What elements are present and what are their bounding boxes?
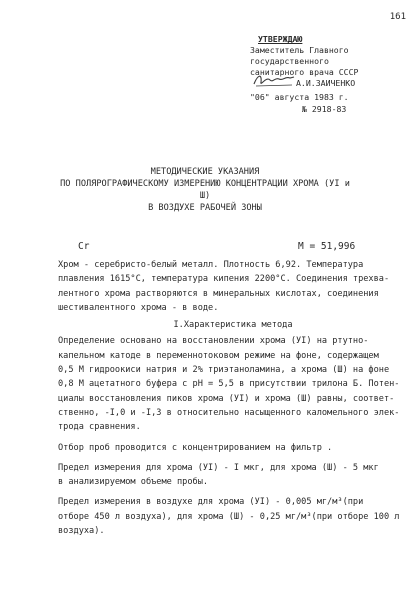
registration-number: № 2918-83 (302, 104, 347, 114)
method-line: 0,8 М ацетатного буфера с рН = 5,5 в присутствии трилона Б. Потен- (58, 379, 400, 390)
molar-mass: M = 51,996 (298, 241, 356, 252)
section-heading: I.Характеристика метода (173, 320, 293, 331)
air-limits-line: отборе 450 л воздуха), для хрома (Ш) - 0,25 мг/м³(при отборе 100 л (58, 511, 400, 522)
intro-line: плавления 1615°С, температура кипения 2200°С. Соединения трехва- (58, 274, 390, 285)
approval-block (250, 34, 410, 115)
approval-heading: УТВЕРЖДАЮ (258, 34, 303, 44)
title-line-1: МЕТОДИЧЕСКИЕ УКАЗАНИЯ (150, 167, 260, 177)
method-line: Определение основано на восстановлении хрома (УI) на ртутно- (58, 336, 369, 347)
handwritten-signature (252, 72, 296, 88)
document-body (58, 258, 408, 538)
approval-date: "06" августа 1983 г. (250, 92, 349, 102)
approval-position-2: государственного (250, 56, 329, 66)
method-line: капельном катоде в переменнотоковом режиме на фоне, содержащем (58, 350, 379, 361)
page-number: 161 (389, 12, 406, 22)
intro-line: шестивалентного хрома - в воде. (58, 302, 219, 313)
air-limits-line: воздуха). (58, 526, 105, 537)
intro-line: Хром - серебристо-белый металл. Плотность 6,92. Температура (58, 260, 364, 270)
limits-line: Предел измерения для хрома (УI) - I мкг, для хрома (Ш) - 5 мкг (58, 462, 379, 473)
chemical-formula: Cr (78, 241, 90, 252)
air-limits-line: Предел измерения в воздухе для хрома (УI) - 0,005 мг/м³(при (58, 497, 364, 508)
title-line-3: В ВОЗДУХЕ РАБОЧЕЙ ЗОНЫ (148, 203, 262, 213)
side-stamp (1, 455, 11, 570)
sampling-line: Отбор проб проводится с концентрированием на фильтр . (58, 442, 333, 453)
title-line-2: ПО ПОЛЯРОГРАФИЧЕСКОМУ ИЗМЕРЕНИЮ КОНЦЕНТРАЦИИ ХРОМА (УI и Ш) (60, 179, 350, 201)
signature-name: А.И.ЗАИЧЕНКО (296, 78, 356, 88)
document-title (55, 166, 355, 214)
method-line: циалы восстановления пиков хрома (УI) и хрома (Ш) равны, соответ- (58, 393, 395, 404)
signature-line (250, 78, 410, 89)
method-line: ственно, -I,0 и -I,3 в относительно насыщенного каломельного элек- (58, 407, 400, 418)
intro-line: лентного хрома растворяются в минеральных кислотах, соединения (58, 288, 379, 299)
method-line: трода сравнения. (58, 422, 141, 433)
limits-line: в анализируемом объеме пробы. (58, 477, 209, 488)
approval-position-1: Заместитель Главного (250, 45, 349, 55)
approval-position-3: санитарного врача СССР (250, 67, 359, 77)
method-line: 0,5 М гидроокиси натрия и 2% триэтаноламина, а хрома (Ш) на фоне (58, 365, 390, 376)
